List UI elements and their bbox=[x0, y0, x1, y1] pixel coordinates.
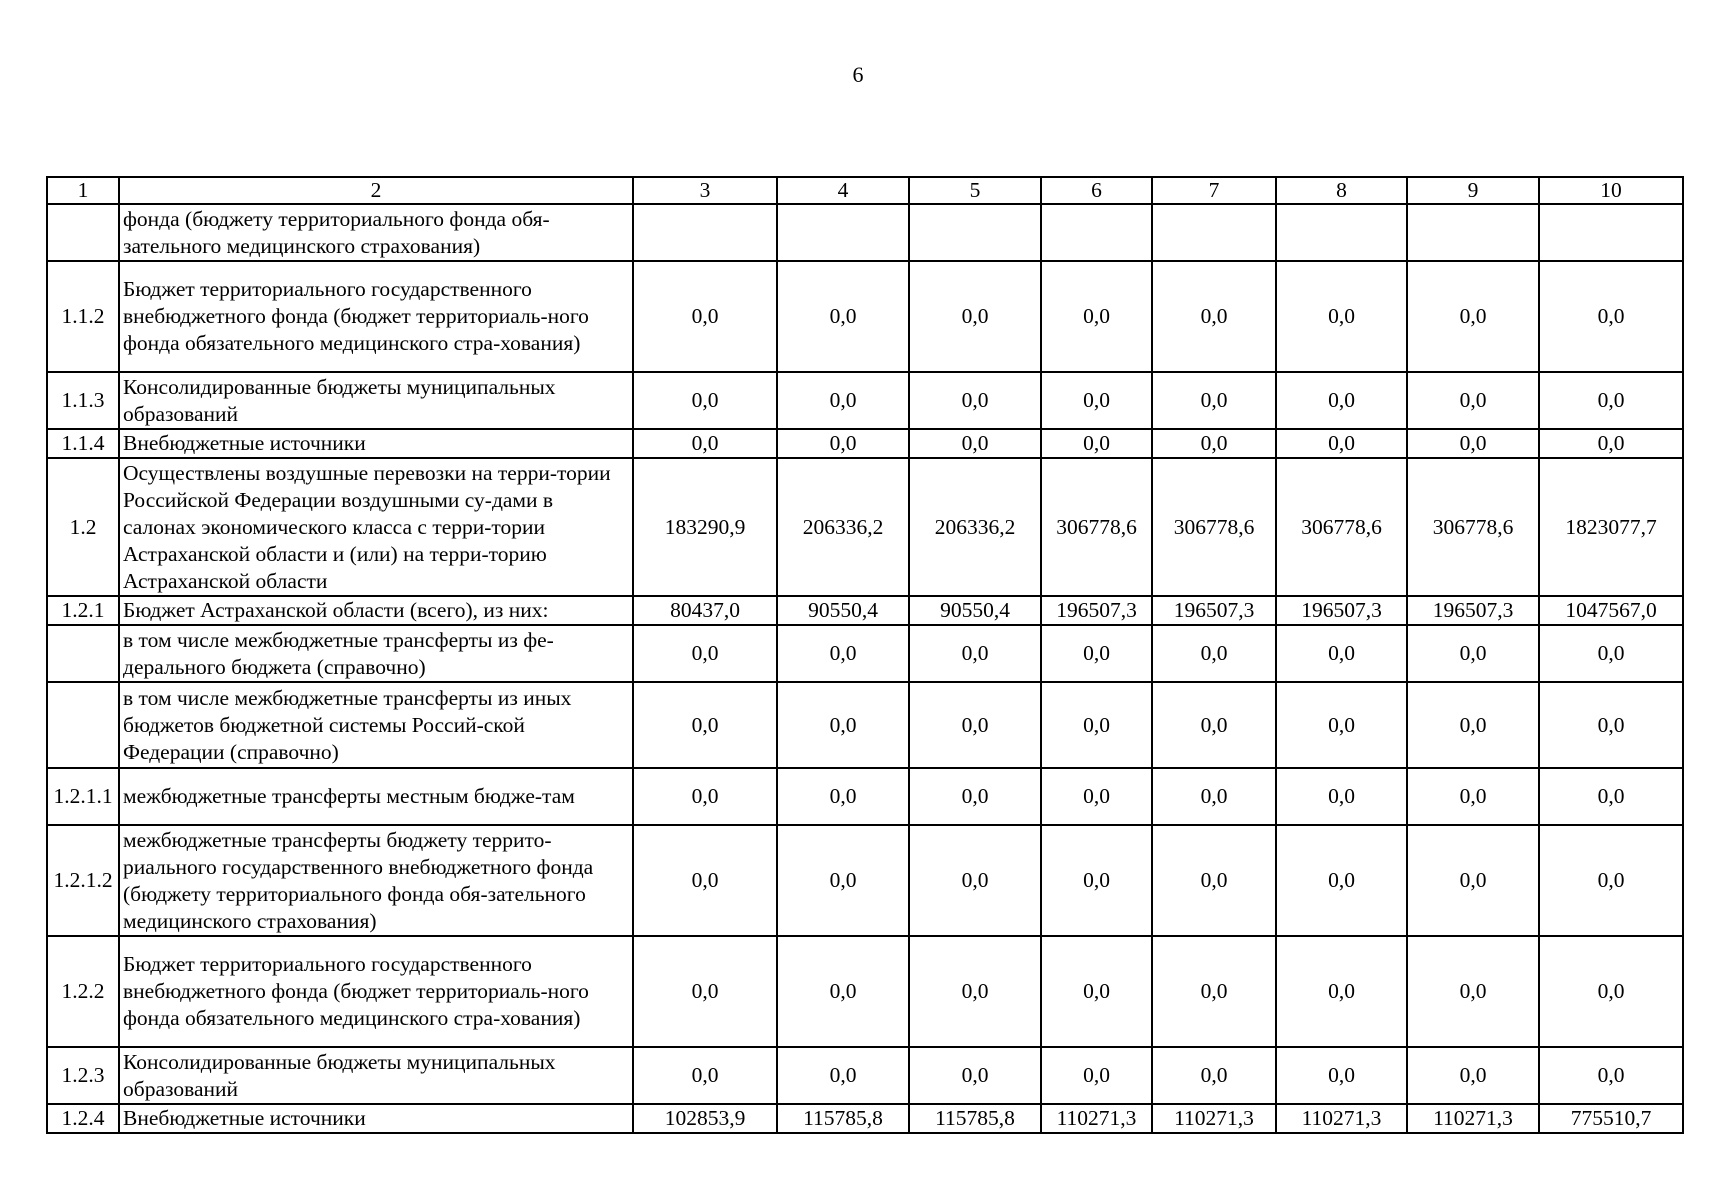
column-header: 9 bbox=[1407, 177, 1539, 204]
value-cell: 0,0 bbox=[1041, 372, 1152, 429]
value-cell: 0,0 bbox=[909, 429, 1041, 458]
row-code: 1.1.4 bbox=[47, 429, 119, 458]
column-header: 5 bbox=[909, 177, 1041, 204]
value-cell: 0,0 bbox=[777, 429, 909, 458]
value-cell: 0,0 bbox=[1276, 261, 1407, 372]
value-cell: 0,0 bbox=[1152, 1047, 1276, 1104]
table-row bbox=[47, 936, 1683, 1047]
value-cell: 306778,6 bbox=[1276, 458, 1407, 596]
row-code bbox=[47, 682, 119, 768]
value-cell: 0,0 bbox=[1407, 429, 1539, 458]
value-cell: 775510,7 bbox=[1539, 1104, 1683, 1133]
column-header: 4 bbox=[777, 177, 909, 204]
value-cell: 0,0 bbox=[1041, 1047, 1152, 1104]
value-cell bbox=[909, 204, 1041, 261]
value-cell: 196507,3 bbox=[1276, 596, 1407, 625]
value-cell: 306778,6 bbox=[1152, 458, 1276, 596]
row-name: Бюджет территориального государственного внебюджетного фонда (бюджет территориаль-ного фонда обязательного медицинского стра-хования) bbox=[119, 936, 633, 1047]
value-cell: 0,0 bbox=[777, 1047, 909, 1104]
column-header: 10 bbox=[1539, 177, 1683, 204]
value-cell: 0,0 bbox=[1407, 1047, 1539, 1104]
column-header: 1 bbox=[47, 177, 119, 204]
value-cell: 0,0 bbox=[1152, 936, 1276, 1047]
value-cell: 0,0 bbox=[777, 768, 909, 825]
value-cell: 196507,3 bbox=[1152, 596, 1276, 625]
value-cell: 110271,3 bbox=[1407, 1104, 1539, 1133]
row-name: в том числе межбюджетные трансферты из фе-дерального бюджета (справочно) bbox=[119, 625, 633, 682]
value-cell: 0,0 bbox=[1041, 429, 1152, 458]
value-cell: 0,0 bbox=[909, 261, 1041, 372]
column-header: 8 bbox=[1276, 177, 1407, 204]
column-header: 6 bbox=[1041, 177, 1152, 204]
page-number: 6 bbox=[852, 62, 864, 87]
value-cell: 0,0 bbox=[909, 1047, 1041, 1104]
value-cell: 0,0 bbox=[1539, 1047, 1683, 1104]
row-code: 1.2.2 bbox=[47, 936, 119, 1047]
table-row bbox=[47, 458, 1683, 596]
row-code: 1.1.3 bbox=[47, 372, 119, 429]
value-cell: 206336,2 bbox=[909, 458, 1041, 596]
value-cell: 1047567,0 bbox=[1539, 596, 1683, 625]
value-cell: 0,0 bbox=[1407, 825, 1539, 936]
value-cell: 0,0 bbox=[1407, 768, 1539, 825]
value-cell: 306778,6 bbox=[1407, 458, 1539, 596]
value-cell: 0,0 bbox=[1539, 936, 1683, 1047]
value-cell: 0,0 bbox=[1276, 768, 1407, 825]
column-header: 2 bbox=[119, 177, 633, 204]
table-row bbox=[47, 682, 1683, 768]
row-name: межбюджетные трансферты бюджету террито-риального государственного внебюджетного фонда (бюджету территориального фонда обя-зательного медицинского страхования) bbox=[119, 825, 633, 936]
value-cell: 102853,9 bbox=[633, 1104, 777, 1133]
value-cell: 0,0 bbox=[909, 825, 1041, 936]
value-cell: 183290,9 bbox=[633, 458, 777, 596]
value-cell: 0,0 bbox=[1539, 825, 1683, 936]
value-cell: 1823077,7 bbox=[1539, 458, 1683, 596]
value-cell: 196507,3 bbox=[1041, 596, 1152, 625]
table-row bbox=[47, 1047, 1683, 1104]
value-cell: 0,0 bbox=[1407, 682, 1539, 768]
value-cell: 0,0 bbox=[633, 372, 777, 429]
table-row bbox=[47, 625, 1683, 682]
value-cell: 90550,4 bbox=[909, 596, 1041, 625]
value-cell: 0,0 bbox=[633, 429, 777, 458]
value-cell: 0,0 bbox=[909, 682, 1041, 768]
value-cell: 0,0 bbox=[1539, 682, 1683, 768]
value-cell: 0,0 bbox=[1407, 261, 1539, 372]
value-cell: 0,0 bbox=[1041, 825, 1152, 936]
row-name: Осуществлены воздушные перевозки на терри-тории Российской Федерации воздушными су-дами в салонах экономического класса с терри-тории Астраханской области и (или) на терри-торию Астраханской области bbox=[119, 458, 633, 596]
value-cell: 206336,2 bbox=[777, 458, 909, 596]
row-code: 1.2.1 bbox=[47, 596, 119, 625]
value-cell: 0,0 bbox=[1407, 372, 1539, 429]
row-code bbox=[47, 204, 119, 261]
budget-table bbox=[46, 176, 1684, 1134]
row-code: 1.2 bbox=[47, 458, 119, 596]
value-cell: 0,0 bbox=[633, 261, 777, 372]
row-name: Консолидированные бюджеты муниципальных образований bbox=[119, 1047, 633, 1104]
value-cell: 0,0 bbox=[777, 936, 909, 1047]
table-row bbox=[47, 372, 1683, 429]
value-cell: 0,0 bbox=[777, 825, 909, 936]
value-cell: 196507,3 bbox=[1407, 596, 1539, 625]
value-cell: 0,0 bbox=[1276, 936, 1407, 1047]
value-cell: 110271,3 bbox=[1152, 1104, 1276, 1133]
value-cell: 0,0 bbox=[777, 682, 909, 768]
column-header: 3 bbox=[633, 177, 777, 204]
value-cell: 0,0 bbox=[1407, 625, 1539, 682]
row-name: Бюджет территориального государственного внебюджетного фонда (бюджет территориаль-ного фонда обязательного медицинского стра-хования) bbox=[119, 261, 633, 372]
value-cell: 0,0 bbox=[1041, 768, 1152, 825]
table-row bbox=[47, 596, 1683, 625]
value-cell: 0,0 bbox=[909, 768, 1041, 825]
value-cell: 0,0 bbox=[1041, 682, 1152, 768]
value-cell: 0,0 bbox=[1407, 936, 1539, 1047]
value-cell: 0,0 bbox=[909, 936, 1041, 1047]
value-cell: 0,0 bbox=[1152, 625, 1276, 682]
value-cell: 110271,3 bbox=[1276, 1104, 1407, 1133]
header-row bbox=[47, 177, 1683, 204]
value-cell bbox=[633, 204, 777, 261]
value-cell: 0,0 bbox=[1152, 825, 1276, 936]
row-name: Внебюджетные источники bbox=[119, 1104, 633, 1133]
row-code: 1.1.2 bbox=[47, 261, 119, 372]
value-cell: 0,0 bbox=[633, 936, 777, 1047]
value-cell: 306778,6 bbox=[1041, 458, 1152, 596]
row-name: межбюджетные трансферты местным бюдже-там bbox=[119, 768, 633, 825]
value-cell: 90550,4 bbox=[777, 596, 909, 625]
row-name: в том числе межбюджетные трансферты из иных бюджетов бюджетной системы Россий-ской Федерации (справочно) bbox=[119, 682, 633, 768]
table-row bbox=[47, 825, 1683, 936]
value-cell bbox=[1041, 204, 1152, 261]
value-cell: 0,0 bbox=[1539, 768, 1683, 825]
value-cell: 0,0 bbox=[633, 825, 777, 936]
table-row bbox=[47, 204, 1683, 261]
value-cell bbox=[1276, 204, 1407, 261]
value-cell: 0,0 bbox=[1539, 261, 1683, 372]
value-cell bbox=[1152, 204, 1276, 261]
value-cell: 0,0 bbox=[633, 1047, 777, 1104]
value-cell: 0,0 bbox=[1539, 625, 1683, 682]
value-cell: 0,0 bbox=[1041, 261, 1152, 372]
value-cell: 0,0 bbox=[1276, 625, 1407, 682]
value-cell: 0,0 bbox=[777, 261, 909, 372]
row-name: Консолидированные бюджеты муниципальных образований bbox=[119, 372, 633, 429]
row-code: 1.2.1.2 bbox=[47, 825, 119, 936]
row-code bbox=[47, 625, 119, 682]
value-cell: 0,0 bbox=[1276, 372, 1407, 429]
table-row bbox=[47, 429, 1683, 458]
value-cell bbox=[777, 204, 909, 261]
table-row bbox=[47, 1104, 1683, 1133]
value-cell: 80437,0 bbox=[633, 596, 777, 625]
value-cell: 0,0 bbox=[1152, 372, 1276, 429]
value-cell: 0,0 bbox=[633, 625, 777, 682]
value-cell: 0,0 bbox=[1276, 825, 1407, 936]
value-cell: 0,0 bbox=[777, 372, 909, 429]
value-cell: 0,0 bbox=[777, 625, 909, 682]
value-cell: 0,0 bbox=[1152, 429, 1276, 458]
table-row bbox=[47, 768, 1683, 825]
column-header: 7 bbox=[1152, 177, 1276, 204]
value-cell: 115785,8 bbox=[909, 1104, 1041, 1133]
value-cell: 0,0 bbox=[1152, 768, 1276, 825]
value-cell: 110271,3 bbox=[1041, 1104, 1152, 1133]
value-cell: 0,0 bbox=[633, 682, 777, 768]
value-cell: 0,0 bbox=[909, 625, 1041, 682]
row-code: 1.2.1.1 bbox=[47, 768, 119, 825]
row-name: Внебюджетные источники bbox=[119, 429, 633, 458]
value-cell bbox=[1539, 204, 1683, 261]
value-cell: 0,0 bbox=[1152, 682, 1276, 768]
value-cell: 0,0 bbox=[1041, 625, 1152, 682]
value-cell: 0,0 bbox=[1539, 429, 1683, 458]
row-code: 1.2.3 bbox=[47, 1047, 119, 1104]
table-row bbox=[47, 261, 1683, 372]
value-cell: 115785,8 bbox=[777, 1104, 909, 1133]
value-cell: 0,0 bbox=[1276, 682, 1407, 768]
value-cell: 0,0 bbox=[909, 372, 1041, 429]
table-body bbox=[47, 177, 1683, 1133]
value-cell: 0,0 bbox=[1152, 261, 1276, 372]
row-name: Бюджет Астраханской области (всего), из них: bbox=[119, 596, 633, 625]
value-cell: 0,0 bbox=[1539, 372, 1683, 429]
row-name: фонда (бюджету территориального фонда обя-зательного медицинского страхования) bbox=[119, 204, 633, 261]
value-cell bbox=[1407, 204, 1539, 261]
row-code: 1.2.4 bbox=[47, 1104, 119, 1133]
value-cell: 0,0 bbox=[633, 768, 777, 825]
value-cell: 0,0 bbox=[1041, 936, 1152, 1047]
value-cell: 0,0 bbox=[1276, 429, 1407, 458]
value-cell: 0,0 bbox=[1276, 1047, 1407, 1104]
